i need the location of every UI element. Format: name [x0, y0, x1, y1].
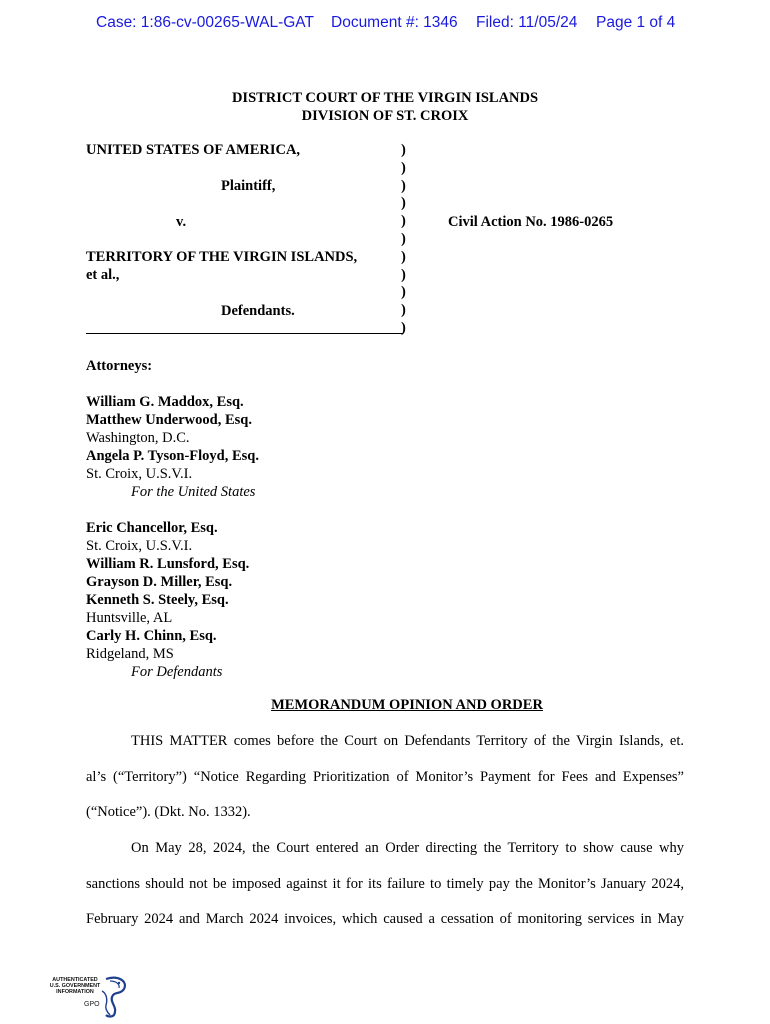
court-division: DIVISION OF ST. CROIX [301, 108, 469, 124]
gpo-authentication-logo [40, 975, 130, 1019]
caption-paren: ) [401, 302, 406, 319]
caption-paren: ) [401, 266, 406, 283]
attorney-line: William R. Lunsford, Esq. [86, 556, 250, 572]
caption-paren: ) [401, 195, 406, 212]
attorney-line: Angela P. Tyson-Floyd, Esq. [86, 448, 259, 464]
filed-date: Filed: 11/05/24 [476, 14, 578, 31]
body-line: (“Notice”). (Dkt. No. 1332). [86, 804, 251, 820]
attorney-line: Kenneth S. Steely, Esq. [86, 592, 229, 608]
attorney-line: Carly H. Chinn, Esq. [86, 628, 217, 644]
caption-paren: ) [401, 213, 406, 230]
case-number: Case: 1:86-cv-00265-WAL-GAT [96, 14, 314, 31]
body-line: al’s (“Territory”) “Notice Regarding Prioritization of Monitor’s Payment for Fees and Expenses” [86, 768, 684, 785]
case-caption [86, 142, 770, 342]
civil-action-number: Civil Action No. 1986-0265 [448, 214, 614, 230]
attorney-line: Huntsville, AL [86, 610, 173, 626]
versus: v. [176, 214, 187, 230]
document-number: Document #: 1346 [331, 14, 458, 31]
caption-paren: ) [401, 248, 406, 265]
caption-parentheses [401, 142, 406, 338]
defendant-role: Defendants. [221, 303, 295, 319]
gpo-word: GPO [84, 1001, 100, 1008]
defendant-attorneys-list [86, 519, 259, 681]
us-attorneys-list [86, 393, 259, 501]
gpo-caption-line: U.S. GOVERNMENT [49, 983, 101, 989]
attorney-line: St. Croix, U.S.V.I. [86, 538, 193, 554]
attorney-line: Washington, D.C. [86, 430, 190, 446]
court-heading [0, 89, 770, 125]
attorney-line: William G. Maddox, Esq. [86, 394, 244, 410]
attorney-line: Eric Chancellor, Esq. [86, 520, 218, 536]
attorney-line: For the United States [131, 484, 256, 500]
eagle-icon [40, 975, 130, 1019]
court-name: DISTRICT COURT OF THE VIRGIN ISLANDS [231, 90, 539, 106]
attorney-line: Grayson D. Miller, Esq. [86, 574, 233, 590]
attorneys-heading: Attorneys: [86, 358, 153, 374]
attorney-line: St. Croix, U.S.V.I. [86, 466, 193, 482]
attorney-line: Matthew Underwood, Esq. [86, 412, 252, 428]
gpo-caption-line: INFORMATION [56, 989, 94, 995]
page-indicator: Page 1 of 4 [596, 14, 676, 31]
caption-paren: ) [401, 159, 406, 176]
memo-title: MEMORANDUM OPINION AND ORDER [271, 697, 543, 713]
attorney-line: Ridgeland, MS [86, 646, 174, 662]
caption-paren: ) [401, 284, 406, 301]
body-line: On May 28, 2024, the Court entered an Order directing the Territory to show cause why [131, 840, 684, 856]
defendant-name-continued: et al., [86, 267, 120, 283]
caption-rule [86, 333, 403, 334]
plaintiff-role: Plaintiff, [221, 178, 276, 194]
attorney-line: For Defendants [131, 664, 223, 680]
caption-paren: ) [401, 142, 406, 158]
caption-paren: ) [401, 230, 406, 247]
plaintiff-name: UNITED STATES OF AMERICA, [86, 142, 301, 158]
defendant-name: TERRITORY OF THE VIRGIN ISLANDS, [86, 249, 358, 265]
attorneys-block [86, 357, 259, 681]
body-line: THIS MATTER comes before the Court on Defendants Territory of the Virgin Islands, et. [131, 733, 684, 749]
body-line: February 2024 and March 2024 invoices, which caused a cessation of monitoring services in May [86, 911, 684, 927]
gpo-caption-line: AUTHENTICATED [52, 977, 98, 983]
caption-paren: ) [401, 319, 406, 336]
body-line: sanctions should not be imposed against it for its failure to timely pay the Monitor’s January 2024, [86, 875, 684, 892]
caption-paren: ) [401, 177, 406, 194]
